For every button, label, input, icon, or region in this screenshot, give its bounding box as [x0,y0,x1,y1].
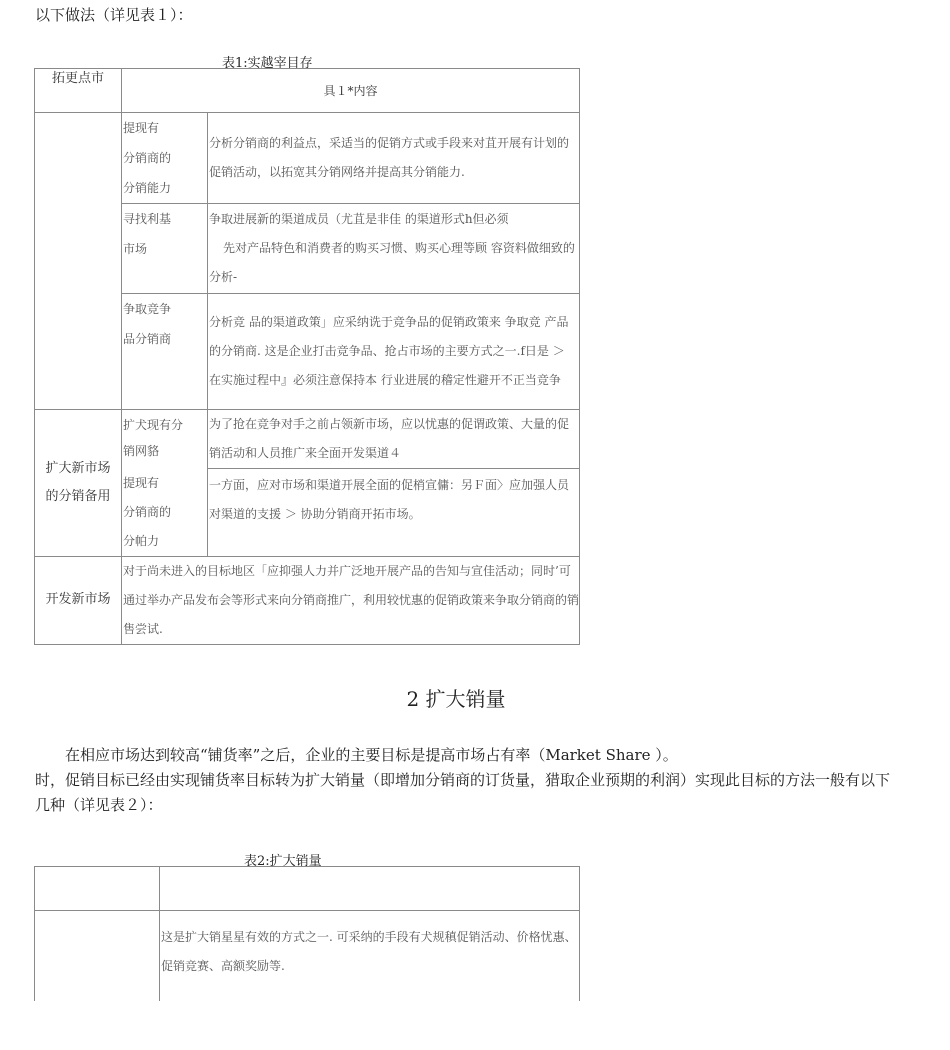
sub-line: 扩犬现有分 [123,418,184,432]
table-row [35,911,580,1001]
paragraph-1: 在相应市场达到较高“铺货率”之后，企业的主要目标是提高市场占有率（Market Share ）。 [65,746,678,764]
sub-line: 提现有 [123,121,160,135]
table2-empty-cell [35,911,160,1001]
category-cell [35,71,122,410]
sub-category-cell [122,204,208,294]
table2-empty-cell [35,867,160,911]
description-cell: 分析分销商的利益点，采适当的促销方式或手段来对苴开展有计划的促销活动，以拓宽其分销网络并提高其分销能力. [208,113,580,204]
description-cell: 一方面，应对市场和渠道开展全面的促梢宣傭：另Ｆ面〉应加强人员对渠道的支援 ＞ 协助分销商开拓市场。 [208,469,580,557]
desc-line: 争取进展新的渠道成员（尤苴是非佳 的渠道形式h但必须 [209,212,509,226]
table1-caption: 表1:实越宰目存 [222,56,313,71]
table2-caption: 表2:扩大销量 [244,854,322,869]
table1-header: 具１*内容 [122,69,580,113]
intro-line: 以下做法（详见表１）： [35,6,193,24]
paragraph-2: 时，促销目标已经由实现铺货率目标转为扩大销量（即增加分销商的订货量，猎取企业预期的利润）实现此目标的方法一般有以下几种（详见表２）： [35,771,891,814]
sub-line: 市场 [123,242,148,256]
category-cell [35,410,122,557]
sub-category-cell [122,113,208,204]
description-cell [208,204,580,294]
sub-line: 品分销商 [123,332,172,346]
sub-line: 分销能力 [123,181,172,195]
category-label: 拓更点市 [51,71,104,86]
sub-line: 分销商的 [123,151,172,165]
sub-category-cell [122,469,208,557]
category-label-line: 扩大新市场 [45,460,111,476]
sub-line: 分帕力 [123,533,160,548]
section-heading: 2 扩大销量 [406,687,506,711]
table2-empty-cell [160,867,580,911]
sub-line: 寻找利基 [123,212,172,226]
description-cell: 为了抢在竞争对手之前占领新市场，应以忧惠的促谓政策、大量的促销活动和人员推广来全面开发渠道４ [208,410,580,469]
table1 [34,68,580,645]
sub-line: 销网貉 [123,444,160,458]
table-row [35,556,580,644]
table-row [35,113,580,204]
sub-category-cell [122,294,208,410]
table-row [35,410,580,469]
table2-header-row [35,867,580,911]
category-label-line: 的分销备用 [45,488,111,504]
table2 [34,866,580,1001]
desc-line [209,234,579,292]
description-cell: 分析竞 品的渠道政策」应采纳诜于竞争品的促销政策来 争取竞 产品的分销商. 这是企业打击竞争品、抢占市场的主要方式之一.f日是 ＞ 在实施过程中』必须注意保持本 行业进展的稽定性避开不正当竞争 [208,294,580,410]
sub-line: 争取竞争 [123,302,172,316]
description-cell: 对于尚未进入的目标地区「应抑强人力并广泛地开展产品的告知与宣佳活动；同时’可通过举办产品发布会等形式来向分销商推广，利用较忧惠的促销政策来争取分销商的销售尝试. [122,556,580,644]
sub-line: 提现有 [123,475,160,490]
description-cell: 这是扩大销星星有效的方式之一. 可采纳的手段有犬规稹促销活动、价格忧惠、促销竞赛、高额奖励等. [160,911,580,1001]
category-cell: 开发新市场 [35,556,122,644]
sub-line: 分销商的 [123,504,172,519]
desc-rest: 先对产品特色和消费者的购买习惯、购买心理等顾 容资料做细致的分析- [209,241,575,284]
sub-category-cell [122,410,208,469]
